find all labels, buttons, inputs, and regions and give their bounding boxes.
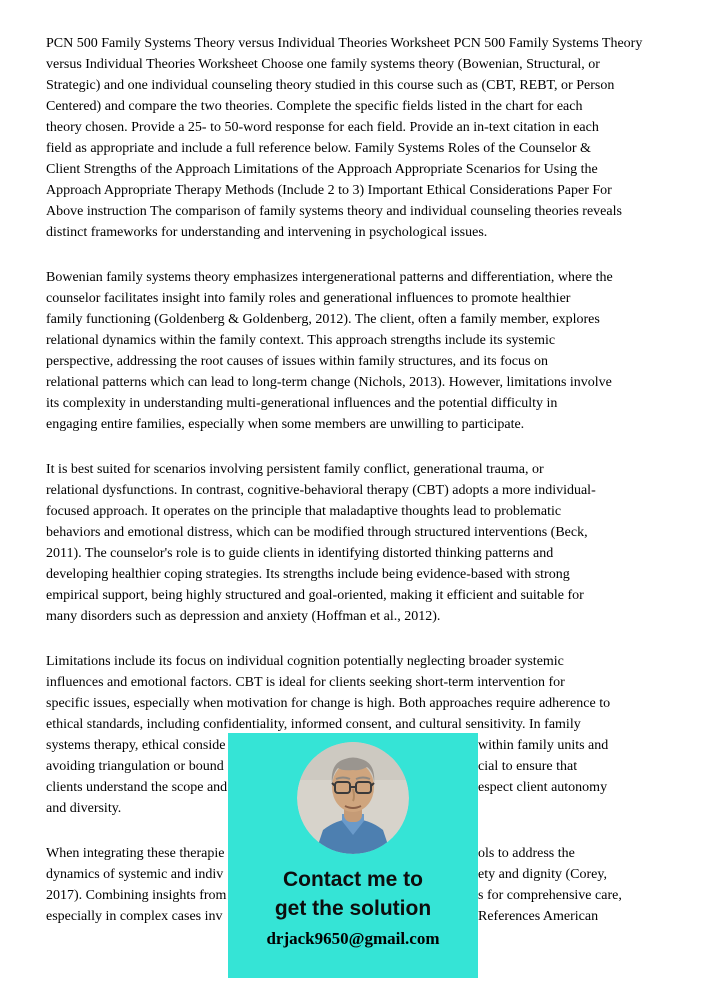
text-line [46,585,662,606]
text-fragment: ethical standards, including confidentiality, informed consent, and cultural sensitivity. In family [46,717,581,732]
text-line [46,651,662,672]
text-line [46,459,662,480]
text-fragment: its complexity in understanding multi-generational influences and the potential difficulty in [46,396,558,411]
text-fragment: developing healthier coping strategies. Its strengths include being evidence-based with strong [46,567,570,582]
promo-overlay [228,733,478,978]
text-fragment: family functioning (Goldenberg & Goldenberg, 2012). The client, often a family member, explores [46,312,600,327]
text-line [46,138,662,159]
text-line [46,288,662,309]
text-line [46,267,662,288]
text-fragment: cial to ensure that [478,759,578,774]
text-line [46,330,662,351]
text-fragment: 2011). The counselor's role is to guide clients in identifying distorted thinking patterns and [46,546,554,561]
text-line [46,414,662,435]
text-fragment: theory chosen. Provide a 25- to 50-word response for each field. Provide an in-text citation in each [46,120,599,135]
promo-email: drjack9650@gmail.com [266,929,440,948]
text-fragment: PCN 500 Family Systems Theory versus Individual Theories Worksheet PCN 500 Family Systems Theory [46,36,643,51]
text-fragment: relational dysfunctions. In contrast, cognitive-behavioral therapy (CBT) adopts a more individual- [46,483,596,498]
text-line [46,606,662,627]
text-line [46,201,662,222]
paragraph [46,33,662,243]
text-line [46,522,662,543]
paragraph [46,459,662,627]
text-fragment: Limitations include its focus on individual cognition potentially neglecting broader systemic [46,654,564,669]
text-fragment: Bowenian family systems theory emphasizes intergenerational patterns and differentiation, where the [46,270,613,285]
text-fragment: versus Individual Theories Worksheet Choose one family systems theory (Bowenian, Structural, or [46,57,600,72]
text-fragment: Strategic) and one individual counseling theory studied in this course such as (CBT, REBT, or Person [46,78,615,93]
text-fragment: focused approach. It operates on the principle that maladaptive thoughts lead to problematic [46,504,562,519]
text-fragment: and diversity. [46,801,122,816]
text-fragment: influences and emotional factors. CBT is ideal for clients seeking short-term intervention for [46,675,565,690]
text-line [46,309,662,330]
text-line [46,543,662,564]
text-fragment: systems therapy, ethical conside [46,738,226,753]
text-line [46,75,662,96]
text-fragment: 2017). Combining insights from [46,888,227,903]
text-fragment: empirical support, being highly structured and goal-oriented, making it efficient and suitable for [46,588,584,603]
promo-heading [228,865,478,923]
text-fragment: relational dynamics within the family context. This approach strengths include its systemic [46,333,556,348]
promo-heading-line2: get the solution [274,897,432,920]
text-line [46,117,662,138]
text-fragment: distinct frameworks for understanding and intervening in psychological issues. [46,225,488,240]
text-fragment: References American [478,909,599,924]
text-line [46,222,662,243]
text-line [46,180,662,201]
text-fragment: many disorders such as depression and anxiety (Hoffman et al., 2012). [46,609,441,624]
text-fragment: ols to address the [478,846,575,861]
text-line [46,564,662,585]
text-fragment: behaviors and emotional distress, which can be modified through structured interventions (Beck, [46,525,588,540]
text-line [46,693,662,714]
text-fragment: Above instruction The comparison of family systems theory and individual counseling theories reveals [46,204,622,219]
promo-heading-line1: Contact me to [282,868,423,891]
text-line [46,54,662,75]
text-fragment: It is best suited for scenarios involving persistent family conflict, generational trauma, or [46,462,544,477]
text-line [46,372,662,393]
text-fragment: Client Strengths of the Approach Limitations of the Approach Appropriate Scenarios for Using the [46,162,598,177]
text-line [46,672,662,693]
text-line [46,393,662,414]
avatar [297,742,409,854]
text-fragment: within family units and [478,738,609,753]
text-fragment: espect client autonomy [478,780,608,795]
text-fragment: dynamics of systemic and indiv [46,867,224,882]
text-fragment: When integrating these therapie [46,846,225,861]
paragraph [46,267,662,435]
text-fragment: Centered) and compare the two theories. Complete the specific fields listed in the chart for each [46,99,583,114]
text-line [46,33,662,54]
text-line [46,159,662,180]
text-fragment: engaging entire families, especially when some members are unwilling to participate. [46,417,525,432]
text-fragment: especially in complex cases inv [46,909,223,924]
text-line [46,480,662,501]
text-line [46,96,662,117]
text-fragment: Approach Appropriate Therapy Methods (Include 2 to 3) Important Ethical Considerations Paper For [46,183,612,198]
text-fragment: field as appropriate and include a full reference below. Family Systems Roles of the Counselor & [46,141,591,156]
text-fragment: ety and dignity (Corey, [478,867,607,882]
text-fragment: specific issues, especially when motivation for change is high. Both approaches require adherence to [46,696,611,711]
text-fragment: avoiding triangulation or bound [46,759,224,774]
text-line [46,501,662,522]
text-line [46,351,662,372]
text-fragment: s for comprehensive care, [478,888,622,903]
text-fragment: perspective, addressing the root causes of issues within family structures, and its focus on [46,354,548,369]
text-fragment: relational patterns which can lead to long-term change (Nichols, 2013). However, limitations involve [46,375,612,390]
text-fragment: clients understand the scope and [46,780,228,795]
text-fragment: counselor facilitates insight into family roles and generational influences to promote healthier [46,291,571,306]
text-line [46,714,662,735]
man-portrait-icon [297,742,409,854]
